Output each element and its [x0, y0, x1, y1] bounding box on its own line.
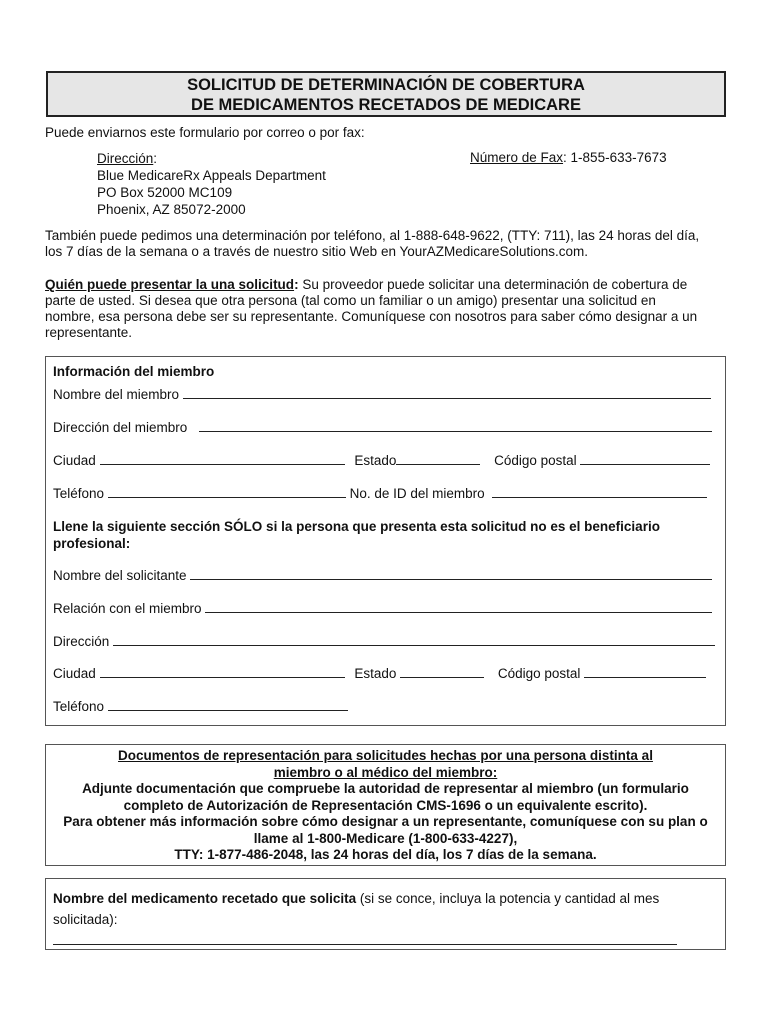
- drug-label-line2: solicitada):: [53, 912, 118, 927]
- member-address-field[interactable]: [199, 420, 712, 432]
- requester-heading-line: Llene la siguiente sección SÓLO si la persona que presenta esta solicitud no es el beneficiario: [53, 519, 660, 534]
- member-state-field[interactable]: [396, 453, 480, 465]
- member-address-row: [53, 420, 712, 435]
- representation-text: llame al 1-800-Medicare (1-800-633-4227),: [253, 830, 518, 846]
- requester-state-label: Estado: [354, 666, 397, 681]
- address-label: Dirección: [97, 151, 154, 166]
- requester-phone-label: Teléfono: [53, 699, 105, 714]
- member-name-row: [53, 387, 711, 402]
- member-name-label: Nombre del miembro: [53, 387, 180, 402]
- address-line: Blue MedicareRx Appeals Department: [97, 168, 326, 183]
- member-city-label: Ciudad: [53, 453, 96, 468]
- phone-line: También puede pedimos una determinación por teléfono, al 1-888-648-9622, (TTY: 711), las 24 horas del día,: [45, 228, 700, 243]
- representation-heading: Documentos de representación para solicitudes hechas por una persona distinta al: [118, 748, 653, 763]
- who-text: representante.: [45, 325, 133, 340]
- member-name-field[interactable]: [183, 387, 711, 399]
- fax-label: Número de Fax: [470, 150, 564, 165]
- requester-phone-row: [53, 699, 348, 714]
- relation-field[interactable]: [205, 601, 712, 613]
- member-city-row: [53, 453, 710, 468]
- title-line-2: DE MEDICAMENTOS RECETADOS DE MEDICARE: [191, 96, 581, 114]
- member-info-section: [45, 356, 726, 726]
- fax-number: : 1-855-633-7673: [563, 150, 667, 165]
- who-label: Quién puede presentar la una solicitud: [45, 277, 295, 292]
- requester-zip-field[interactable]: [584, 666, 706, 678]
- member-zip-label: Código postal: [494, 453, 577, 468]
- drug-label-rest: (si se conce, incluya la potencia y cantidad al mes: [356, 891, 660, 906]
- address-line: PO Box 52000 MC109: [97, 185, 233, 200]
- send-instructions: Puede enviarnos este formulario por correo o por fax:: [45, 125, 365, 140]
- member-zip-field[interactable]: [580, 453, 710, 465]
- representation-heading: miembro o al médico del miembro:: [273, 764, 498, 780]
- member-phone-field[interactable]: [108, 486, 346, 498]
- mailing-address: Dirección: Blue MedicareRx Appeals Department PO Box 52000 MC109 Phoenix, AZ 85072-2000: [97, 151, 326, 217]
- member-info-heading: Información del miembro: [53, 364, 215, 379]
- requester-address-row: [53, 634, 715, 649]
- who-text: parte de usted. Si desea que otra persona (tal como un familiar o un amigo) presentar una solicitud en: [45, 293, 656, 308]
- member-city-field[interactable]: [100, 453, 345, 465]
- who-text: nombre, esa persona debe ser su representante. Comuníquese con nosotros para saber cómo designar a un: [45, 309, 698, 324]
- drug-request-section: [45, 878, 726, 950]
- member-address-label: Dirección del miembro: [53, 420, 188, 435]
- member-state-label: Estado: [354, 453, 397, 468]
- title-line-1: SOLICITUD DE DETERMINACIÓN DE COBERTURA: [187, 76, 585, 94]
- who-text: Su proveedor puede solicitar una determinación de cobertura de: [298, 277, 688, 292]
- member-phone-label: Teléfono: [53, 486, 105, 501]
- requester-city-label: Ciudad: [53, 666, 96, 681]
- requester-city-field[interactable]: [100, 666, 345, 678]
- representation-notice: [45, 744, 726, 866]
- member-id-field[interactable]: [492, 486, 707, 498]
- representation-text: Adjunte documentación que compruebe la autoridad de representar al miembro (un formulario: [82, 781, 689, 796]
- phone-line: los 7 días de la semana o a través de nuestro sitio Web en YourAZMedicareSolutions.com.: [45, 244, 589, 259]
- drug-label-bold: Nombre del medicamento recetado que solicita: [53, 891, 357, 906]
- drug-name-field[interactable]: [53, 933, 677, 945]
- requester-heading-line: profesional:: [53, 536, 131, 551]
- requester-zip-label: Código postal: [497, 666, 581, 681]
- relation-row: [53, 601, 712, 616]
- who-paragraph: [45, 277, 697, 341]
- requester-city-row: [53, 666, 706, 681]
- representation-text: TTY: 1-877-486-2048, las 24 horas del día, los 7 días de la semana.: [174, 847, 597, 862]
- requester-heading: [53, 518, 660, 552]
- relation-label: Relación con el miembro: [53, 601, 202, 616]
- member-id-label: No. de ID del miembro: [349, 486, 485, 501]
- drug-label: [53, 888, 659, 930]
- requester-name-field[interactable]: [190, 568, 712, 580]
- requester-name-label: Nombre del solicitante: [53, 568, 187, 583]
- drug-name-row: [53, 933, 677, 948]
- member-phone-row: [53, 486, 707, 501]
- requester-phone-field[interactable]: [108, 699, 348, 711]
- requester-address-field[interactable]: [113, 634, 715, 646]
- representation-text: Para obtener más información sobre cómo designar a un representante, comuníquese con su plan o: [63, 814, 708, 829]
- form-title: [46, 71, 726, 117]
- fax-info: [470, 150, 667, 165]
- requester-name-row: [53, 568, 712, 583]
- representation-text: completo de Autorización de Representación CMS-1696 o un equivalente escrito).: [123, 797, 648, 813]
- requester-address-label: Dirección: [53, 634, 110, 649]
- phone-paragraph: [45, 228, 699, 260]
- address-line: Phoenix, AZ 85072-2000: [97, 202, 246, 217]
- who-colon: :: [294, 277, 299, 292]
- requester-state-field[interactable]: [400, 666, 484, 678]
